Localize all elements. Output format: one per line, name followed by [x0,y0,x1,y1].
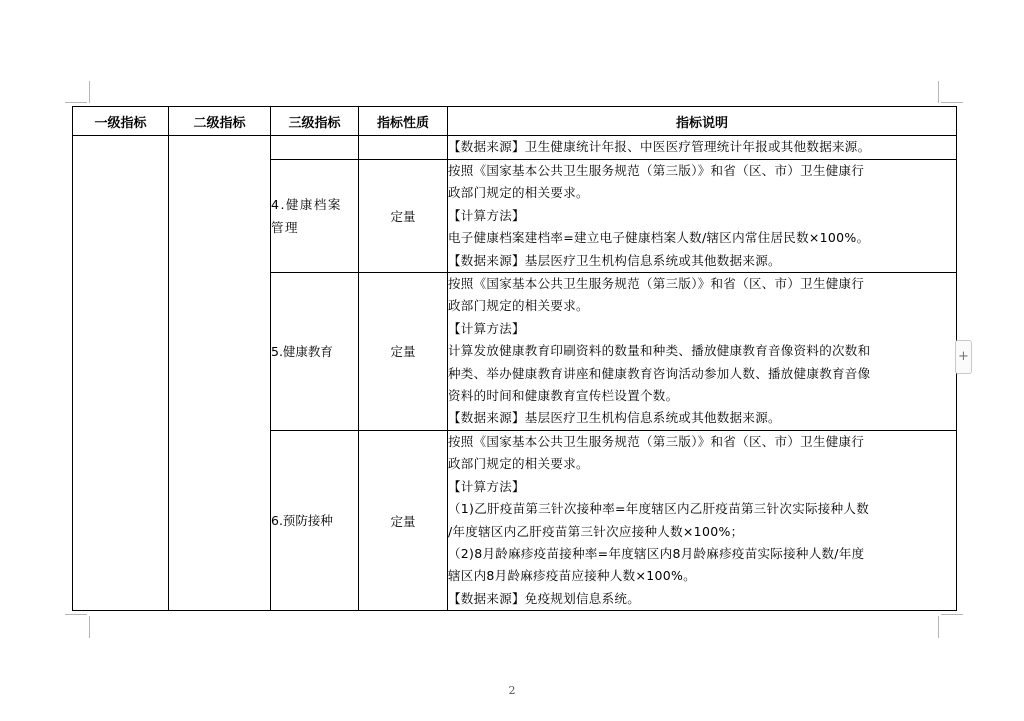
description-line: 按照《国家基本公共卫生服务规范（第三版）》和省（区、市）卫生健康行 [448,276,865,292]
description-line: 【计算方法】 [448,207,525,223]
crop-mark [65,614,87,615]
description-line: 【计算方法】 [448,320,525,336]
description-cell [448,136,957,160]
page-number: 2 [508,684,516,697]
description-line: 政部门规定的相关要求。 [448,185,589,201]
description-line: 【数据来源】免疫规划信息系统。 [448,590,641,606]
description-line: 【数据来源】基层医疗卫生机构信息系统或其他数据来源。 [448,410,781,426]
description-line: 【数据来源】卫生健康统计年报、中医医疗管理统计年报或其他数据来源。 [448,139,871,155]
description-line: 计算发放健康教育印刷资料的数量和种类、播放健康教育音像资料的次数和 [448,343,871,359]
level2-cell [169,136,271,611]
level3-cell [271,160,359,273]
description-line: 政部门规定的相关要求。 [448,298,589,314]
description-line: 【计算方法】 [448,478,525,494]
table-row [73,136,957,160]
header-level2: 二级指标 [169,107,271,136]
description-line: （2)8月龄麻疹疫苗接种率=年度辖区内8月龄麻疹疫苗实际接种人数/年度 [448,545,865,561]
header-level1: 一级指标 [73,107,169,136]
header-description: 指标说明 [448,107,957,136]
description-cell [448,273,957,431]
indicator-name: 管理 [271,220,300,236]
description-line: 资料的时间和健康教育宣传栏设置个数。 [448,388,679,404]
level3-cell: 5.健康教育 [271,273,359,431]
nature-cell: 定量 [359,160,448,273]
header-level3: 三级指标 [271,107,359,136]
nature-cell: 定量 [359,430,448,610]
description-cell [448,430,957,610]
description-line: 按照《国家基本公共卫生服务规范（第三版）》和省（区、市）卫生健康行 [448,433,865,449]
crop-mark [65,102,87,103]
crop-mark [938,81,939,103]
crop-mark [941,102,963,103]
description-line: 种类、举办健康教育讲座和健康教育咨询活动参加人数、播放健康教育音像 [448,365,871,381]
description-line: 【数据来源】基层医疗卫生机构信息系统或其他数据来源。 [448,252,781,268]
description-line: （1)乙肝疫苗第三针次接种率=年度辖区内乙肝疫苗第三针次实际接种人数 [448,501,870,517]
nature-cell [359,136,448,160]
description-cell [448,160,957,273]
indicator-table [72,106,957,611]
level3-cell: 6.预防接种 [271,430,359,610]
level3-cell [271,136,359,160]
description-line: 政部门规定的相关要求。 [448,456,589,472]
indicator-name: 4.健康档案 [271,197,342,213]
expand-button[interactable]: + [955,340,972,374]
crop-mark [938,616,939,638]
level1-cell [73,136,169,611]
crop-mark [941,614,963,615]
description-line: /年度辖区内乙肝疫苗第三针次应接种人数×100%； [448,523,744,539]
table-header-row [73,107,957,136]
nature-cell: 定量 [359,273,448,431]
crop-mark [89,81,90,103]
crop-mark [89,616,90,638]
description-line: 按照《国家基本公共卫生服务规范（第三版）》和省（区、市）卫生健康行 [448,163,865,178]
description-line: 辖区内8月龄麻疹疫苗应接种人数×100%。 [448,568,696,584]
header-nature: 指标性质 [359,107,448,136]
description-line: 电子健康档案建档率=建立电子健康档案人数/辖区内常住居民数×100%。 [448,230,870,246]
